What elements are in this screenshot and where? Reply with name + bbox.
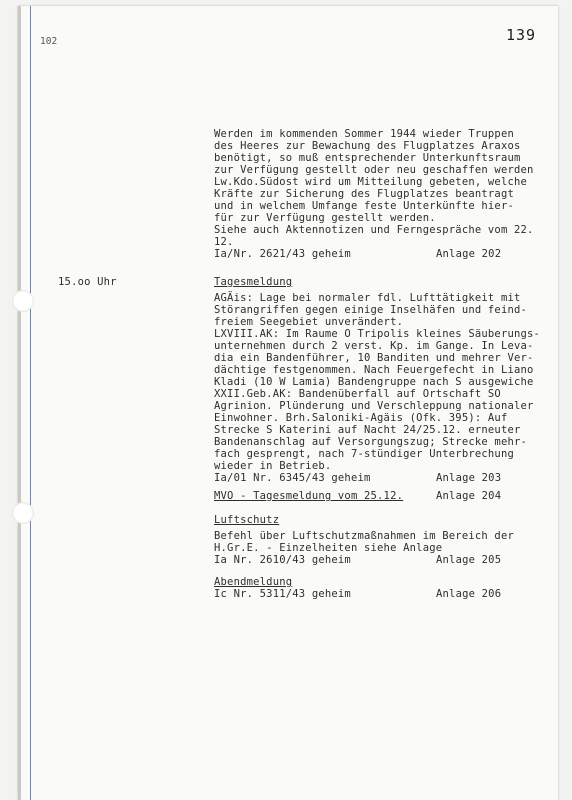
text-line: Störangriffen gegen einige Inselhäfen und feind- [214,304,528,316]
text-line: zur Verfügung gestellt oder neu geschaffen werden [214,164,534,176]
mvo-heading: MVO - Tagesmeldung vom 25.12. [214,490,404,502]
text-line: dächtige festgenommen. Nach Feuergefecht in Liano [214,364,534,376]
section-heading: Tagesmeldung [214,276,293,288]
text-line: Strecke S Katerini auf Nacht 24/25.12. erneuter [214,424,521,436]
text-line: unternehmen durch 2 verst. Kp. im Gange. In Leva- [214,340,534,352]
reference-number: Ia Nr. 2610/43 geheim [214,554,351,566]
section-heading: Abendmeldung [214,576,293,588]
text-line: AGÄis: Lage bei normaler fdl. Lufttätigkeit mit [214,292,521,304]
text-line: Einwohner. Brh.Saloniki-Agäis (Ofk. 395): Auf [214,412,508,424]
text-line: fach gesprengt, nach 7-stündiger Unterbrechung [214,448,514,460]
page-edge [18,6,21,800]
text-line: für zur Verfügung gestellt werden. [214,212,436,224]
reference-number: Ia/Nr. 2621/43 geheim [214,248,351,260]
text-line: Lw.Kdo.Südost wird um Mitteilung gebeten, welche [214,176,528,188]
text-line: 12. [214,236,234,248]
reference-number: Ic Nr. 5311/43 geheim [214,588,351,600]
text-line: Siehe auch Aktennotizen und Ferngespräche vom 22. [214,224,534,236]
text-line: freiem Seegebiet unverändert. [214,316,404,328]
section-heading: Luftschutz [214,514,280,526]
text-line: Agrinion. Plünderung und Verschleppung nationaler [214,400,534,412]
left-page-number: 102 [40,36,58,47]
text-line: des Heeres zur Bewachung des Flugplatzes Araxos [214,140,521,152]
page-number: 139 [506,26,537,44]
text-line: Kräfte zur Sicherung des Flugplatzes beantragt [214,188,514,200]
text-line: benötigt, so muß entsprechender Unterkunftsraum [214,152,521,164]
text-line: XXII.Geb.AK: Bandenüberfall auf Ortschaft SO [214,388,501,400]
punch-hole-bottom [12,502,34,524]
text-line: wieder in Betrieb. [214,460,332,472]
anlage-label: Anlage 205 [436,554,502,566]
punch-hole-top [12,290,34,312]
text-line: und in welchem Umfange feste Unterkünfte hier- [214,200,514,212]
text-line: Werden im kommenden Sommer 1944 wieder Truppen [214,128,514,140]
text-line: Bandenanschlag auf Versorgungszug; Strecke mehr- [214,436,528,448]
anlage-label: Anlage 204 [436,490,502,502]
text-line: Befehl über Luftschutzmaßnahmen im Bereich der [214,530,514,542]
text-line: Kladi (10 W Lamia) Bandengruppe nach S ausgewiche [214,376,534,388]
document-page [18,6,558,800]
text-line: dia ein Bandenführer, 10 Banditen und mehrer Ver- [214,352,534,364]
anlage-label: Anlage 202 [436,248,502,260]
anlage-label: Anlage 206 [436,588,502,600]
text-line: H.Gr.E. - Einzelheiten siehe Anlage [214,542,443,554]
reference-number: Ia/01 Nr. 6345/43 geheim [214,472,371,484]
time-label: 15.oo Uhr [58,276,117,288]
anlage-label: Anlage 203 [436,472,502,484]
margin-rule [30,6,31,800]
text-line: LXVIII.AK: Im Raume O Tripolis kleines Säuberungs- [214,328,541,340]
